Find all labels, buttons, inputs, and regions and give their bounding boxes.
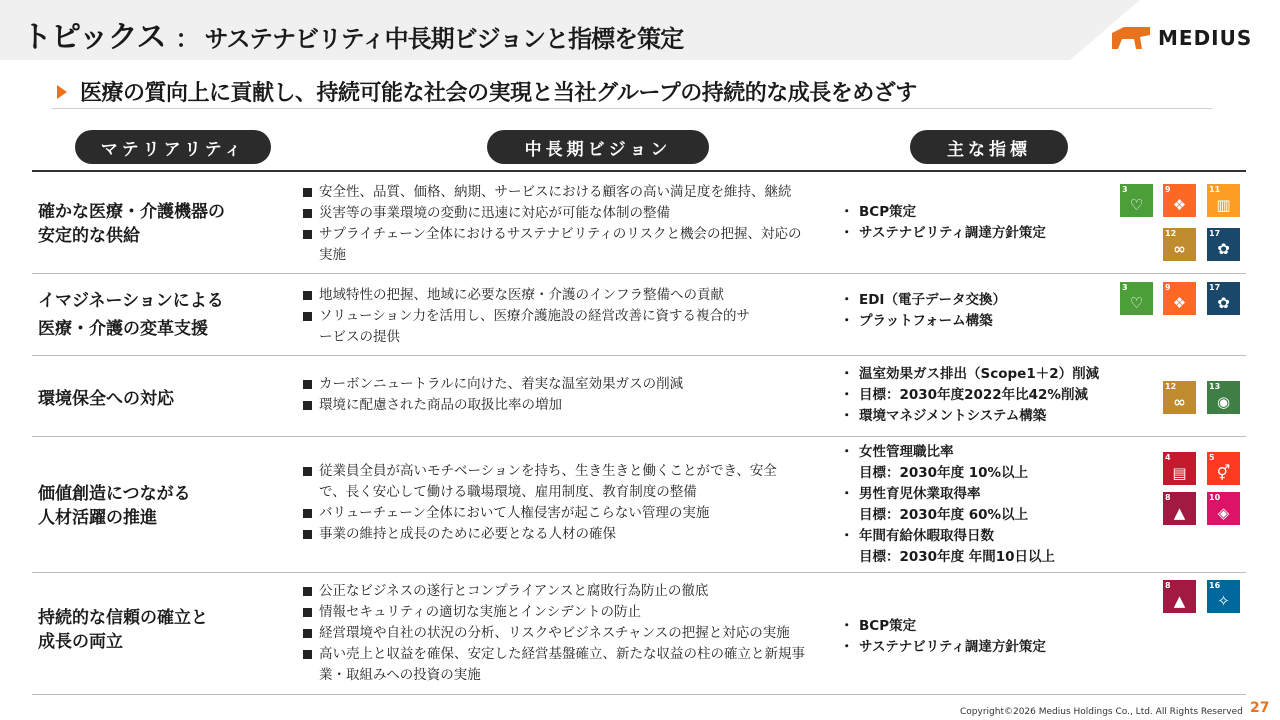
kpi-target: 目標：2030年度 10%以上 xyxy=(859,465,1029,481)
vision-item: 情報セキュリティの適切な実施とインシデントの防止 xyxy=(302,602,822,623)
kpi-item: ・ 男性育児休業取得率 xyxy=(840,484,1140,505)
kpi-list-supply xyxy=(840,202,1140,244)
headline: 医療の質向上に貢献し、持続可能な社会の実現と当社グループの持続的な成長をめざす xyxy=(80,81,917,106)
sdg-12-icon: 12 ∞ xyxy=(1163,381,1196,414)
kpi-item: ・ プラットフォーム構築 xyxy=(840,311,1140,332)
label-line: 環境保全への対応 xyxy=(38,389,174,409)
materiality-label-supply xyxy=(38,200,225,248)
label-line: 確かな医療・介護機器の xyxy=(38,202,225,222)
sdg-8-icon: 8 ▲ xyxy=(1163,492,1196,525)
vision-list-environment xyxy=(302,374,822,416)
sdg-17-icon: 17 ✿ xyxy=(1207,282,1240,315)
sdg-number: 9 xyxy=(1165,185,1171,194)
materiality-label-environment xyxy=(38,387,174,411)
column-header-kpi: 主な指標 xyxy=(910,130,1068,164)
sdg-16-icon: 16 ✧ xyxy=(1207,580,1240,613)
label-line: 持続的な信頼の確立と xyxy=(38,608,208,628)
vision-item: ソリューション力を活用し、医療介護施設の経営改善に資する複合的サービスの提供 xyxy=(302,306,762,348)
kpi-list-transformation xyxy=(840,290,1140,332)
materiality-label-transformation xyxy=(38,289,224,341)
copyright: Copyright©2026 Medius Holdings Co., Ltd. All Rights Reserved xyxy=(960,707,1243,717)
sdg-3-icon: 3 ♡ xyxy=(1120,282,1153,315)
vision-item: 環境に配慮された商品の取扱比率の増加 xyxy=(302,395,822,416)
kpi-item: ・ EDI（電子データ交換） xyxy=(840,290,1140,311)
sdg-number: 9 xyxy=(1165,283,1171,292)
sdg-17-icon: 17 ✿ xyxy=(1207,228,1240,261)
kpi-list-trust xyxy=(840,616,1140,658)
row-divider xyxy=(32,273,1246,274)
vision-item: バリューチェーン全体において人権侵害が起こらない管理の実施 xyxy=(302,503,822,524)
vision-list-transformation xyxy=(302,285,822,348)
label-line: 安定的な供給 xyxy=(38,226,140,246)
column-header-vision: 中長期ビジョン xyxy=(487,130,709,164)
vision-item: 高い売上と収益を確保、安定した経営基盤確立、新たな収益の柱の確立と新規事業・取組みへの投資の実施 xyxy=(302,644,822,686)
medius-logo xyxy=(1110,24,1252,52)
materiality-label-talent xyxy=(38,482,191,530)
row-divider xyxy=(32,436,1246,437)
sdg-number: 3 xyxy=(1122,283,1128,292)
medius-logo-mark-icon xyxy=(1110,25,1152,51)
sdg-5-icon: 5 ⚥ xyxy=(1207,452,1240,485)
sdg-10-icon: 10 ◈ xyxy=(1207,492,1240,525)
kpi-target: 目標：2030年度 60%以上 xyxy=(859,507,1029,523)
vision-item: 経営環境や自社の状況の分析、リスクやビジネスチャンスの把握と対応の実施 xyxy=(302,623,822,644)
vision-item: カーボンニュートラルに向けた、着実な温室効果ガスの削減 xyxy=(302,374,822,395)
kpi-item: ・ 温室効果ガス排出（Scope1＋2）削減 xyxy=(840,364,1140,385)
table-header-divider xyxy=(32,170,1246,172)
sdg-number: 12 xyxy=(1165,229,1177,238)
label-line: 人材活躍の推進 xyxy=(38,508,157,528)
sdg-number: 3 xyxy=(1122,185,1128,194)
sdg-3-icon: 3 ♡ xyxy=(1120,184,1153,217)
materiality-label-trust xyxy=(38,606,208,654)
sdg-number: 17 xyxy=(1209,229,1221,238)
kpi-item: ・ 年間有給休暇取得日数 xyxy=(840,526,1140,547)
vision-item: 事業の維持と成長のために必要となる人材の確保 xyxy=(302,524,822,545)
kpi-item: ・ BCP策定 xyxy=(840,202,1140,223)
kpi-item: ・ BCP策定 xyxy=(840,616,1140,637)
sdg-number: 17 xyxy=(1209,283,1221,292)
sdg-number: 11 xyxy=(1209,185,1221,194)
vision-item: 公正なビジネスの遂行とコンプライアンスと腐敗行為防止の徹底 xyxy=(302,581,822,602)
kpi-list-environment xyxy=(840,364,1140,427)
vision-item: 地域特性の把握、地域に必要な医療・介護のインフラ整備への貢献 xyxy=(302,285,822,306)
sdg-8-icon: 8 ▲ xyxy=(1163,580,1196,613)
sdg-11-icon: 11 ▥ xyxy=(1207,184,1240,217)
sdg-number: 8 xyxy=(1165,493,1171,502)
kpi-item: ・ サステナビリティ調達方針策定 xyxy=(840,637,1140,658)
sdg-4-icon: 4 ▤ xyxy=(1163,452,1196,485)
sdg-number: 16 xyxy=(1209,581,1221,590)
sdg-number: 10 xyxy=(1209,493,1221,502)
title-sub-text: サステナビリティ中長期ビジョンと指標を策定 xyxy=(204,25,684,53)
kpi-item: ・ 目標：2030年度2022年比42%削減 xyxy=(840,385,1140,406)
row-divider xyxy=(32,355,1246,356)
headline-arrow-icon xyxy=(57,85,67,99)
logo-text: MEDIUS xyxy=(1158,26,1253,50)
row-divider xyxy=(32,572,1246,573)
label-line: 医療・介護の変革支援 xyxy=(38,319,208,339)
kpi-item: ・ 女性管理職比率 xyxy=(840,442,1140,463)
column-header-materiality: マテリアリティ xyxy=(75,130,271,164)
sdg-number: 8 xyxy=(1165,581,1171,590)
label-line: イマジネーションによる xyxy=(38,291,224,311)
vision-item: 災害等の事業環境の変動に迅速に対応が可能な体制の整備 xyxy=(302,203,822,224)
sdg-number: 12 xyxy=(1165,382,1177,391)
kpi-item: ・ 環境マネジメントシステム構築 xyxy=(840,406,1140,427)
kpi-item: ・ サステナビリティ調達方針策定 xyxy=(840,223,1140,244)
vision-list-talent xyxy=(302,461,822,545)
vision-list-supply xyxy=(302,182,822,266)
sdg-12-icon: 12 ∞ xyxy=(1163,228,1196,261)
sdg-number: 4 xyxy=(1165,453,1171,462)
kpi-target: 目標：2030年度 年間10日以上 xyxy=(859,549,1056,565)
page-title xyxy=(22,12,683,56)
sdg-number: 5 xyxy=(1209,453,1215,462)
sdg-13-icon: 13 ◉ xyxy=(1207,381,1240,414)
title-main-text: トピックス xyxy=(22,20,166,55)
row-divider xyxy=(32,694,1246,695)
sdg-9-icon: 9 ❖ xyxy=(1163,184,1196,217)
kpi-list-talent xyxy=(840,442,1140,568)
headline-divider xyxy=(52,108,1212,109)
vision-item: 安全性、品質、価格、納期、サービスにおける顧客の高い満足度を維持、継続 xyxy=(302,182,822,203)
sdg-number: 13 xyxy=(1209,382,1221,391)
label-line: 成長の両立 xyxy=(38,632,123,652)
title-separator: ： xyxy=(175,25,199,53)
vision-item: サプライチェーン全体におけるサステナビリティのリスクと機会の把握、対応の実施 xyxy=(302,224,802,266)
page-number: 27 xyxy=(1250,700,1270,716)
label-line: 価値創造につながる xyxy=(38,484,191,504)
vision-list-trust xyxy=(302,581,822,686)
sdg-9-icon: 9 ❖ xyxy=(1163,282,1196,315)
vision-item: 従業員全員が高いモチベーションを持ち、生き生きと働くことができ、安全で、長く安心して働ける職場環境、雇用制度、教育制度の整備 xyxy=(302,461,782,503)
